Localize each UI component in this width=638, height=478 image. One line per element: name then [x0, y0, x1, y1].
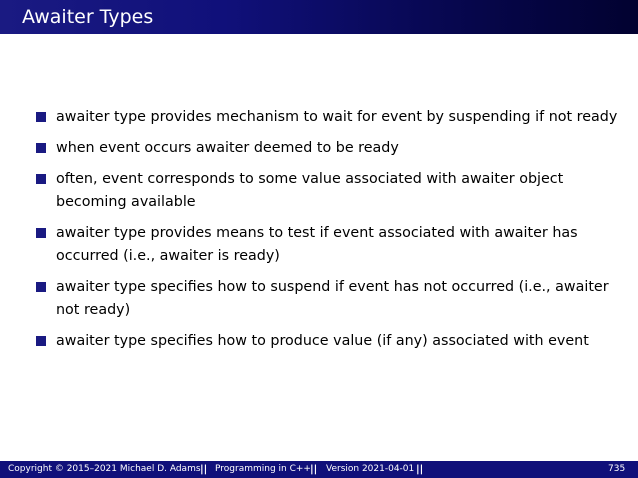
footer-bar — [0, 461, 638, 478]
bullet-item — [36, 222, 626, 268]
square-bullet-icon — [36, 228, 46, 238]
footer-copyright: Copyright © 2015–2021 Michael D. Adams — [8, 464, 201, 474]
footer-version: Version 2021-04-01 — [326, 464, 415, 474]
footer-separator: || — [200, 464, 208, 475]
footer-separator: || — [310, 464, 318, 475]
square-bullet-icon — [36, 143, 46, 153]
bullet-item — [36, 276, 626, 322]
square-bullet-icon — [36, 112, 46, 122]
square-bullet-icon — [36, 336, 46, 346]
footer-course: Programming in C++ — [215, 464, 311, 474]
footer-page-number: 735 — [608, 464, 626, 474]
bullet-list — [36, 106, 626, 361]
bullet-text: awaiter type specifies how to produce value (if any) associated with event — [56, 333, 589, 349]
bullet-item — [36, 106, 626, 129]
square-bullet-icon — [36, 282, 46, 292]
bullet-text: often, event corresponds to some value associated with awaiter object becoming available — [56, 171, 564, 210]
bullet-item — [36, 168, 626, 214]
bullet-text: when event occurs awaiter deemed to be ready — [56, 140, 399, 156]
bullet-item — [36, 330, 626, 353]
bullet-text: awaiter type provides means to test if event associated with awaiter has occurred (i.e., awaiter is ready) — [56, 225, 578, 264]
title-bar — [0, 0, 638, 34]
slide-title: Awaiter Types — [22, 6, 154, 28]
footer-separator: || — [416, 464, 424, 475]
bullet-item — [36, 137, 626, 160]
square-bullet-icon — [36, 174, 46, 184]
bullet-text: awaiter type specifies how to suspend if event has not occurred (i.e., awaiter not ready) — [56, 279, 609, 318]
bullet-text: awaiter type provides mechanism to wait for event by suspending if not ready — [56, 109, 618, 125]
